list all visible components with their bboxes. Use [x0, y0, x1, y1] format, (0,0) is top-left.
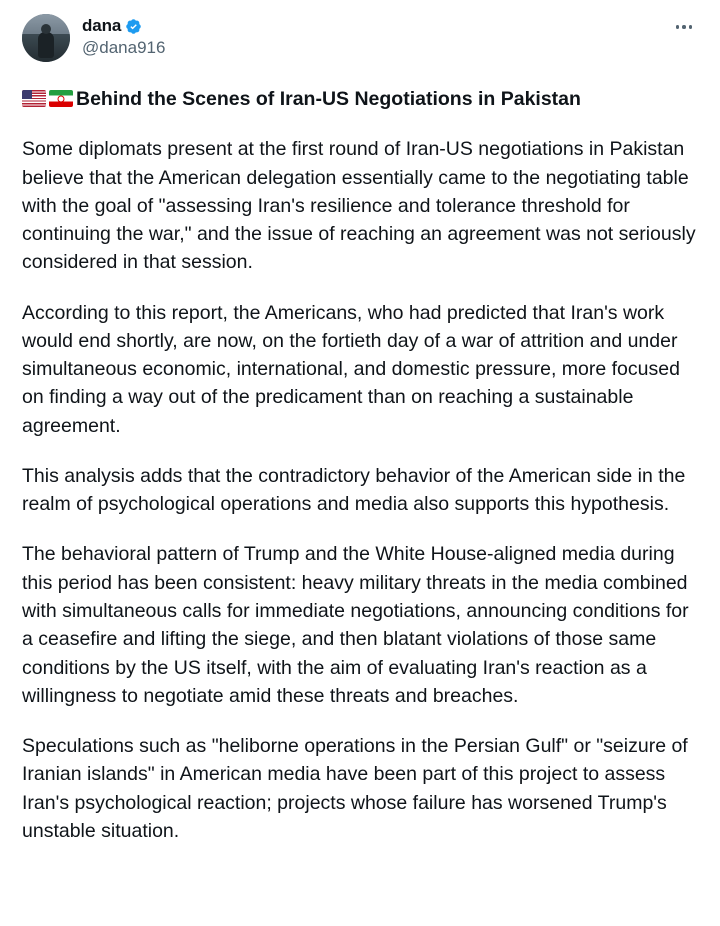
tweet-paragraph-1: Some diplomats present at the first round of Iran-US negotiations in Pakistan believe that the American delegation essentially came to the negotiating table with the goal of "assessing Iran's resilience and tolerance threshold for continuing the war," and the issue of reaching an agreement was not seriously considered in that session. [22, 138, 696, 274]
flag-united-states-icon [22, 90, 46, 107]
tweet-paragraph-2: According to this report, the Americans, who had predicted that Iran's work would end shortly, are now, on the fortieth day of a war of attrition and under simultaneous economic, international, and domestic pressure, more focused on finding a way out of the predicament than on reaching a sustainable agreement. [22, 301, 680, 437]
more-dot [676, 25, 680, 29]
tweet-title [22, 86, 698, 113]
flag-iran-icon [49, 90, 73, 107]
avatar-figure [38, 32, 54, 58]
avatar[interactable] [22, 14, 70, 62]
tweet-header [22, 14, 698, 62]
display-name[interactable]: dana [82, 16, 122, 35]
more-options-icon[interactable] [670, 16, 698, 38]
user-handle[interactable]: @dana916 [82, 38, 166, 58]
tweet-title-text: Behind the Scenes of Iran-US Negotiations in Pakistan [76, 88, 581, 110]
tweet-paragraph-3: This analysis adds that the contradictory behavior of the American side in the realm of psychological operations and media also supports this hypothesis. [22, 464, 686, 516]
author-names [82, 14, 165, 59]
tweet-paragraph-5: Speculations such as "heliborne operations in the Persian Gulf" or "seizure of Iranian islands" in American media have been part of this project to assess Iran's psychological reaction; projects whose failure has worsened Trump's unstable situation. [22, 735, 688, 842]
tweet-paragraph-4: The behavioral pattern of Trump and the White House-aligned media during this period has been consistent: heavy military threats in the media combined with simultaneous calls for immediate negotiations, announcing conditions for a ceasefire and lifting the siege, and then blatant violations of those same conditions by the US itself, with the aim of evaluating Iran's reaction as a willingness to negotiate amid these threats and breaches. [22, 543, 689, 707]
more-dot [689, 25, 693, 29]
verified-badge-icon [125, 18, 142, 35]
more-dot [682, 25, 686, 29]
display-name-row [82, 16, 165, 36]
tweet-text-body [22, 86, 698, 845]
